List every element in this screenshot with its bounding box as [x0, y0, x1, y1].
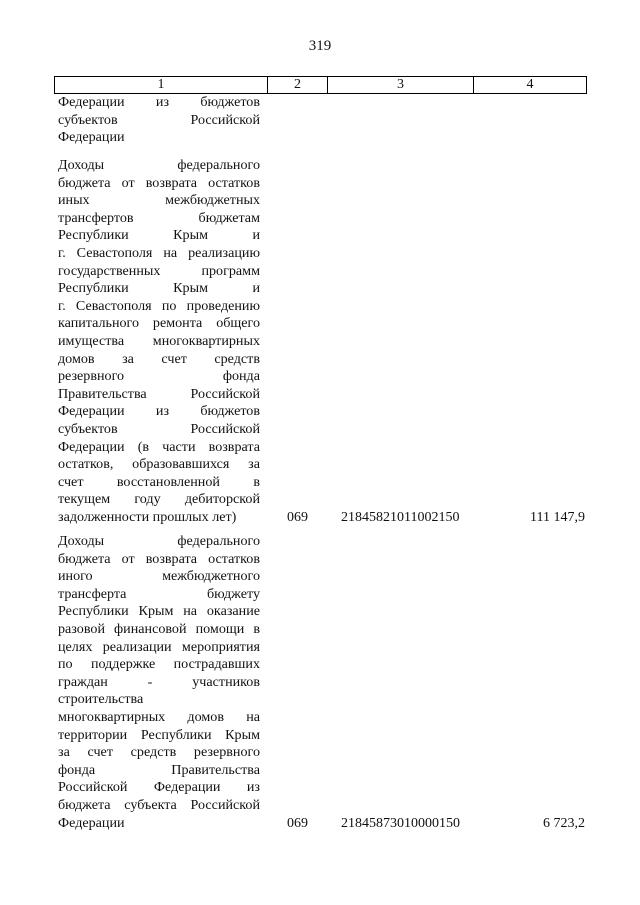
description-line: Республики Крым и [58, 227, 260, 244]
description-line: бюджета от возврата остатков [58, 174, 260, 191]
description-line: г. Севастополя на реализацию [58, 244, 260, 261]
description-line: бюджета субъекта Российской [58, 796, 260, 813]
budget-classification-code: 21845821011002150 [341, 510, 460, 525]
description-line: по поддержке пострадавших [58, 656, 260, 673]
description-line: разовой финансовой помощи в [58, 620, 260, 637]
description-line: Федерации из бюджетов [58, 403, 260, 420]
description-line: имущества многоквартирных [58, 332, 260, 349]
description-line: целях реализации мероприятия [58, 638, 260, 655]
description-line: Доходы федерального [58, 157, 260, 173]
description-line: Федерации [58, 814, 125, 831]
description-line: иных межбюджетных [58, 192, 260, 209]
description-line: многоквартирных домов на [58, 708, 260, 725]
description-line: субъектов Российской [58, 420, 260, 437]
description-line: Федерации из бюджетов [58, 94, 260, 110]
description-line: домов за счет средств [58, 350, 260, 367]
description-line: Российской Федерации из [58, 779, 260, 796]
description-line: Правительства Российской [58, 385, 260, 402]
description-line: государственных программ [58, 262, 260, 279]
budget-classification-code: 21845873010000150 [341, 816, 460, 831]
column-header-4: 4 [474, 77, 587, 94]
column-header-1: 1 [55, 77, 268, 94]
description-line: субъектов Российской [58, 111, 260, 128]
description-line: иного межбюджетного [58, 568, 260, 585]
amount: 6 723,2 [543, 816, 585, 831]
description-line: Доходы федерального [58, 533, 260, 549]
description-line: задолженности прошлых лет) [58, 508, 237, 525]
description-line: резервного фонда [58, 368, 260, 385]
admin-code: 069 [287, 510, 308, 525]
description-line: г. Севастополя по проведению [58, 297, 260, 314]
description-line: капитального ремонта общего [58, 315, 260, 332]
description-line: трансфертов бюджетам [58, 209, 260, 226]
description-line: граждан - участников [58, 673, 260, 690]
description-line: остатков, образовавшихся за [58, 456, 260, 473]
description-line: Федерации (в части возврата [58, 438, 260, 455]
description-line: текущем году дебиторской [58, 491, 260, 508]
description-line: территории Республики Крым [58, 726, 260, 743]
description-line: строительства [58, 691, 144, 708]
page-number: 319 [308, 38, 332, 54]
description-line: Республики Крым на оказание [58, 603, 260, 620]
amount: 111 147,9 [530, 510, 585, 525]
column-header-2: 2 [268, 77, 328, 94]
description-line: за счет средств резервного [58, 744, 260, 761]
description-line: бюджета от возврата остатков [58, 550, 260, 567]
admin-code: 069 [287, 816, 308, 831]
description-line: Республики Крым и [58, 280, 260, 297]
description-line: счет восстановленной в [58, 473, 260, 490]
description-line: Федерации [58, 129, 125, 146]
row-description [58, 533, 260, 832]
column-header-row [54, 76, 587, 94]
description-line: трансферта бюджету [58, 585, 260, 602]
row-description [58, 94, 260, 147]
row-description [58, 157, 260, 526]
description-line: фонда Правительства [58, 761, 260, 778]
column-header-3: 3 [328, 77, 474, 94]
